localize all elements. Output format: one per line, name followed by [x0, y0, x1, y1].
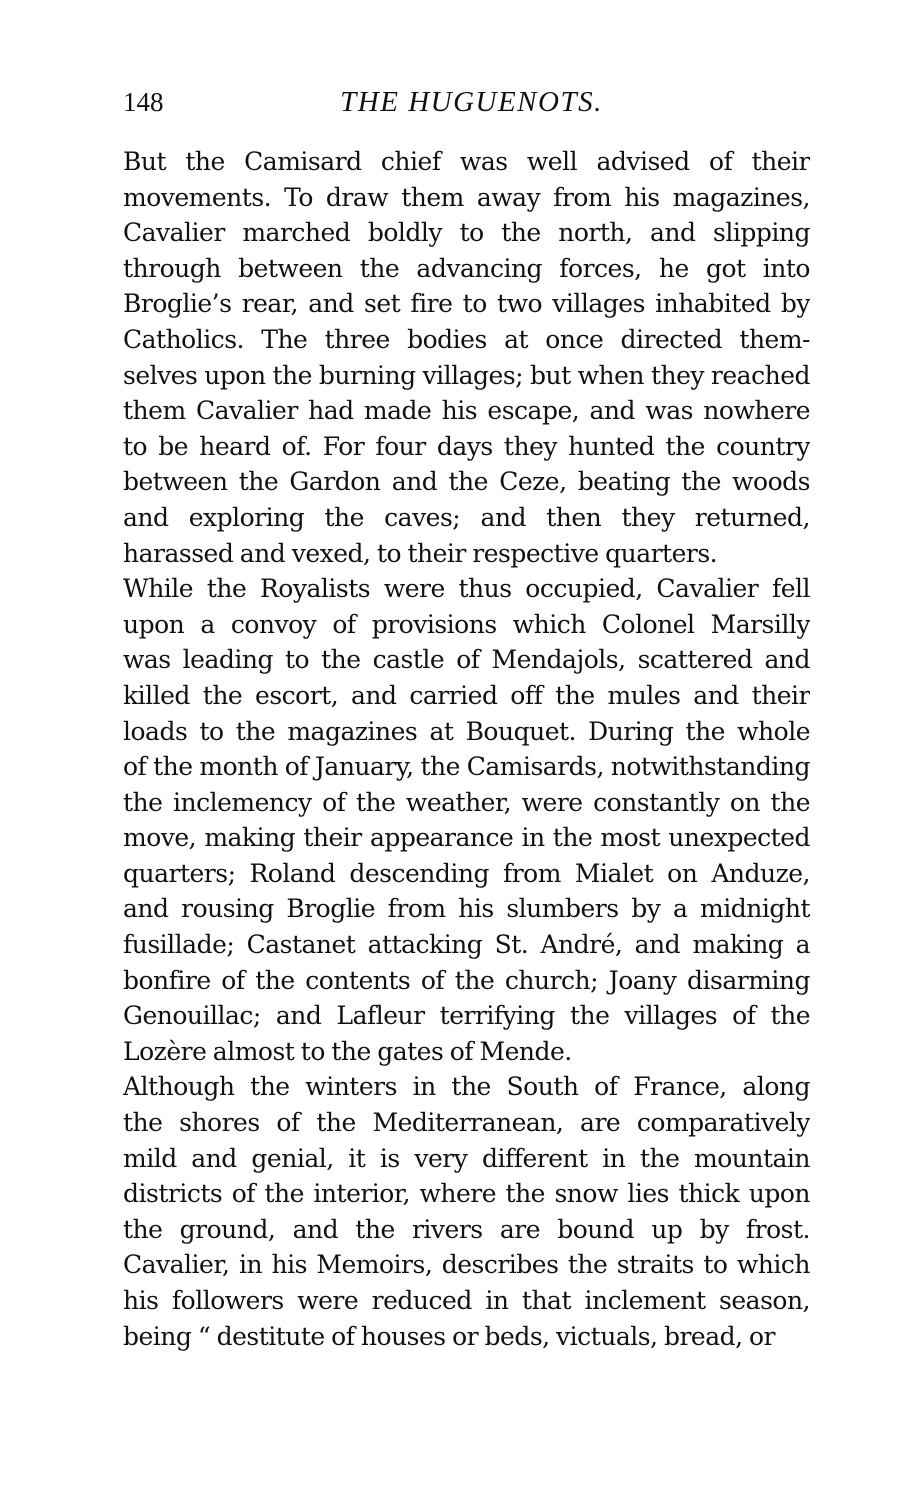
- text-line: Cavalier, in his Memoirs, describes the straits to which: [123, 1250, 810, 1280]
- text-line: of the month of January, the Camisards, notwithstanding: [123, 752, 810, 782]
- paragraph: [123, 1069, 810, 1354]
- text-line: through between the advancing forces, he got into: [123, 253, 810, 283]
- paragraph: [123, 144, 810, 571]
- text-line: Genouillac; and Lafleur terrifying the villages of the: [123, 1001, 810, 1031]
- text-line: killed the escort, and carried off the mules and their: [123, 680, 810, 710]
- text-line: was leading to the castle of Mendajols, scattered and: [123, 645, 810, 675]
- text-line: mild and genial, it is very different in the mountain: [123, 1143, 810, 1173]
- text-line: and rousing Broglie from his slumbers by a midnight: [123, 894, 810, 924]
- text-line: harassed and vexed, to their respective quarters.: [123, 538, 718, 568]
- text-line: bonfire of the contents of the church; Joany disarming: [123, 965, 810, 995]
- body-text: [123, 144, 810, 1354]
- text-line: between the Gardon and the Ceze, beating the woods: [123, 467, 810, 497]
- page-number: 148: [123, 87, 164, 117]
- text-line: quarters; Roland descending from Mialet on Anduze,: [123, 858, 810, 888]
- text-line: movements. To draw them away from his magazines,: [123, 182, 810, 212]
- text-line: While the Royalists were thus occupied, Cavalier fell: [123, 574, 810, 604]
- text-line: fusillade; Castanet attacking St. André, and making a: [123, 930, 810, 960]
- text-line: move, making their appearance in the most unexpected: [123, 823, 810, 853]
- text-line: to be heard of. For four days they hunted the country: [123, 431, 810, 461]
- text-line: Catholics. The three bodies at once directed them-: [123, 324, 810, 354]
- running-head: [123, 82, 810, 122]
- text-line: selves upon the burning villages; but when they reached: [123, 360, 810, 390]
- text-line: Lozère almost to the gates of Mende.: [123, 1036, 572, 1066]
- text-line: and exploring the caves; and then they returned,: [123, 502, 810, 532]
- text-line: them Cavalier had made his escape, and was nowhere: [123, 396, 810, 426]
- text-line: Broglie’s rear, and set fire to two villages inhabited by: [123, 289, 810, 319]
- text-line: Although the winters in the South of France, along: [123, 1072, 810, 1102]
- text-line: But the Camisard chief was well advised of their: [123, 147, 810, 176]
- text-line: the inclemency of the weather, were constantly on the: [123, 787, 810, 817]
- running-title: THE HUGUENOTS.: [340, 86, 603, 118]
- paragraph: [123, 571, 810, 1069]
- text-line: Cavalier marched boldly to the north, and slipping: [123, 218, 810, 248]
- text-line: being “ destitute of houses or beds, victuals, bread, or: [123, 1321, 776, 1351]
- text-line: his followers were reduced in that inclement season,: [123, 1286, 810, 1315]
- text-line: the shores of the Mediterranean, are comparatively: [123, 1108, 810, 1138]
- text-line: the ground, and the rivers are bound up by frost.: [123, 1214, 810, 1244]
- text-line: loads to the magazines at Bouquet. During the whole: [123, 716, 810, 746]
- text-line: districts of the interior, where the snow lies thick upon: [123, 1179, 810, 1209]
- text-line: upon a convoy of provisions which Colonel Marsilly: [123, 609, 810, 639]
